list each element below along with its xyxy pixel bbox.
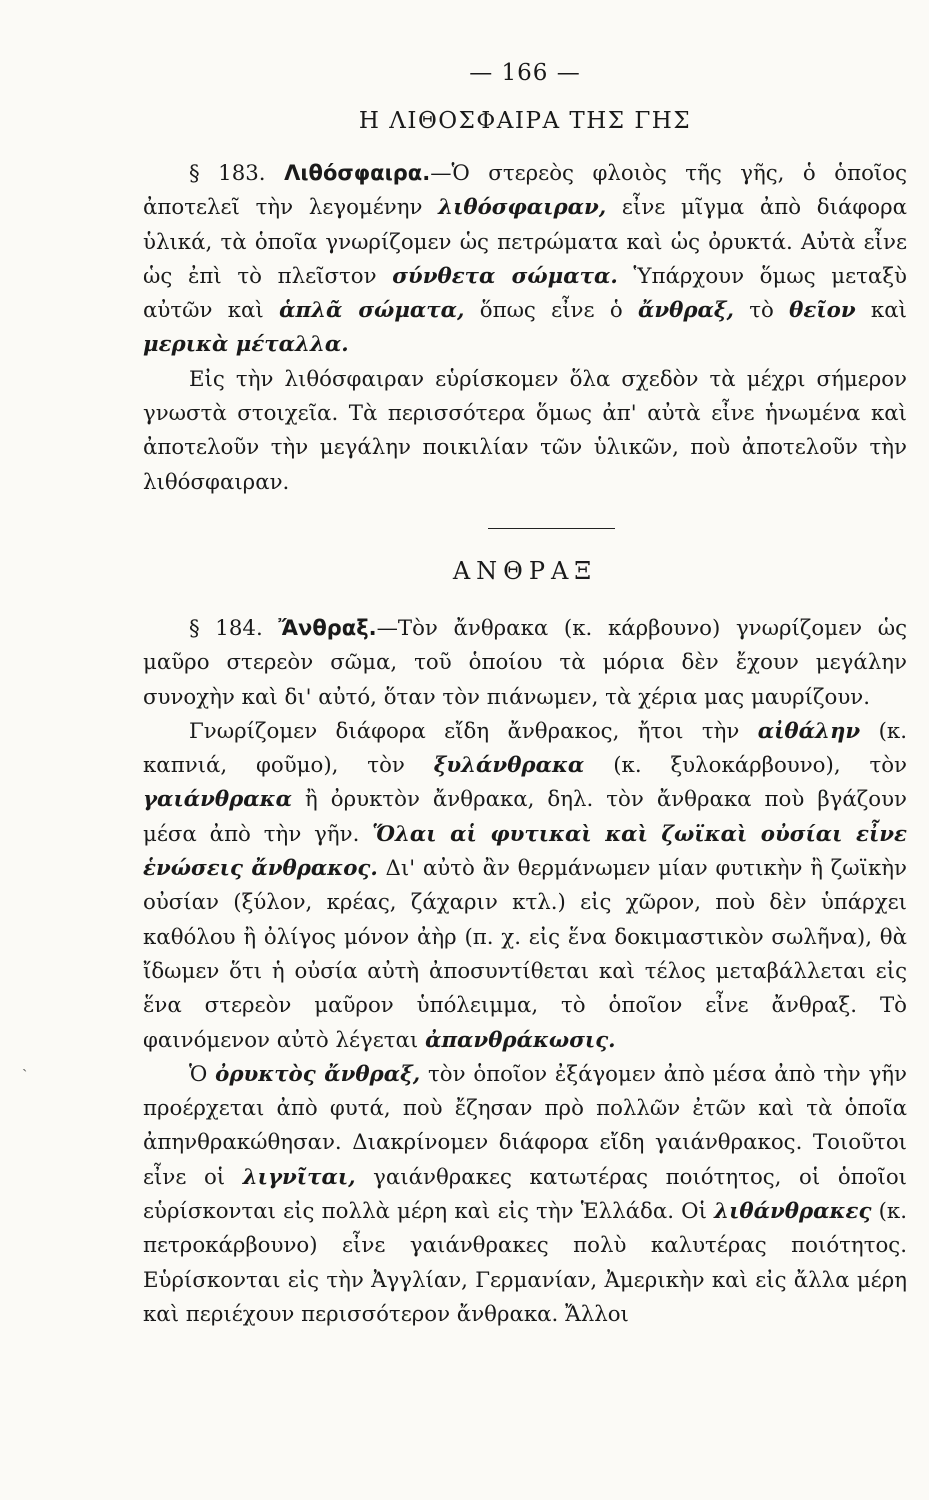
margin-speck: ˴ — [22, 1058, 28, 1077]
book-page — [143, 60, 907, 1332]
chapter-title: ΑΝΘΡΑΞ — [452, 556, 598, 585]
section-184-paragraph-3: Ὁ ὀρυκτὸς ἄνθραξ, τὸν ὁποῖον ἐξάγομεν ἀπὸ μέσα ἀπὸ τὴν γῆν προέρχεται ἀπὸ φυτά, ποὺ ἔζησαν πρὸ πολλῶν ἐτῶν καὶ τὰ ὁποῖα ἀπηνθρακώθησαν. Διακρίνομεν διάφορα εἴδη γαιάνθρακος. Τοιοῦτοι εἶνε οἱ λιγνῖται, γαιάνθρακες κατωτέρας ποιότητος, οἱ ὁποῖοι εὑρίσκονται εἰς πολλὰ μέρη καὶ εἰς τὴν Ἑλλάδα. Οἱ λιθάνθρακες (κ. πετροκάρβουνο) εἶνε γαιάνθρακες πολὺ καλυτέρας ποιότητος. Εὑρίσκονται εἰς τὴν Ἀγγλίαν, Γερμανίαν, Ἀμερικὴν καὶ εἰς ἄλλα μέρη καὶ περιέχουν περισσότερον ἄνθρακα. Ἄλλοι — [143, 1061, 907, 1327]
section-number: § 183. — [189, 161, 266, 186]
emphasis-term: λιθόσφαιραν, — [438, 195, 607, 221]
section-title: Λιθόσφαιρα. — [284, 161, 431, 185]
emphasis-term: γαιάνθρακα — [143, 787, 293, 813]
emphasis-term: σύνθετα σώματα. — [392, 263, 618, 289]
section-183-paragraph-2: Εἰς τὴν λιθόσφαιραν εὑρίσκομεν ὅλα σχεδὸν τὰ μέχρι σήμερον γνωστὰ στοιχεῖα. Τὰ περισσότερα ὅμως ἀπ' αὐτὰ εἶνε ἡνωμένα καὶ ἀποτελοῦν τὴν μεγάλην ποικιλίαν τῶν ὑλικῶν, ποὺ ἀποτελοῦν τὴν λιθόσφαιραν. — [143, 366, 907, 495]
section-title: Ἄνθραξ. — [278, 615, 377, 640]
emphasis-term: ἄνθραξ, — [637, 298, 734, 324]
emphasis-term: ἁπλᾶ σώματα, — [279, 298, 465, 324]
emphasis-term: ὀρυκτὸς ἄνθραξ, — [215, 1061, 421, 1087]
section-number: § 184. — [189, 615, 263, 641]
emphasis-term: λιγνῖται, — [242, 1164, 356, 1190]
section-184-paragraph: § 184. Ἄνθραξ.—Τὸν ἄνθρακα (κ. κάρβουνο) γνωρίζομεν ὡς μαῦρο στερεὸν σῶμα, τοῦ ὁποίου τὰ μόρια δὲν ἔχουν μεγάλην συνοχὴν καὶ δι' αὐτό, ὅταν τὸν πιάνωμεν, τὰ χέρια μας μαυρίζουν. — [143, 615, 907, 710]
page-number: — 166 — — [469, 60, 581, 86]
emphasis-term: ἀπανθράκωσις. — [425, 1027, 616, 1053]
emphasis-sentence: Ὅλαι αἱ φυτικαὶ καὶ ζωϊκαὶ οὐσίαι εἶνε ἑνώσεις ἄνθρακος. — [143, 821, 907, 882]
section-183-paragraph: § 183. Λιθόσφαιρα.—Ὁ στερεὸς φλοιὸς τῆς γῆς, ὁ ὁποῖος ἀποτελεῖ τὴν λεγομένην λιθόσφαιραν, εἶνε μῖγμα ἀπὸ διάφορα ὑλικά, τὰ ὁποῖα γνωρίζομεν ὡς πετρώματα καὶ ὡς ὀρυκτά. Αὐτὰ εἶνε ὡς ἐπὶ τὸ πλεῖστον σύνθετα σώματα. Ὑπάρχουν ὅμως μεταξὺ αὐτῶν καὶ ἁπλᾶ σώματα, ὅπως εἶνε ὁ ἄνθραξ, τὸ θεῖον καὶ μερικὰ μέταλλα. — [143, 161, 907, 358]
emphasis-term: θεῖον — [789, 298, 856, 324]
emphasis-term: αἰθάλην — [757, 718, 861, 744]
emphasis-term: μερικὰ μέταλλα. — [143, 332, 349, 358]
running-title: Η ΛΙΘΟΣΦΑΙΡΑ ΤΗΣ ΓΗΣ — [358, 108, 692, 134]
emphasis-term: λιθάνθρακες — [714, 1199, 872, 1225]
emphasis-term: ξυλάνθρακα — [433, 753, 585, 779]
section-184-paragraph-2: Γνωρίζομεν διάφορα εἴδη ἄνθρακος, ἤτοι τὴν αἰθάλην (κ. καπνιά, φοῦμο), τὸν ξυλάνθρακα (κ. ξυλοκάρβουνο), τὸν γαιάνθρακα ἢ ὀρυκτὸν ἄνθρακα, δηλ. τὸν ἄνθρακα ποὺ βγάζουν μέσα ἀπὸ τὴν γῆν. Ὅλαι αἱ φυτικαὶ καὶ ζωϊκαὶ οὐσίαι εἶνε ἑνώσεις ἄνθρακος. Δι' αὐτὸ ἂν θερμάνωμεν μίαν φυτικὴν ἢ ζωϊκὴν οὐσίαν (ξύλον, κρέας, ζάχαριν κτλ.) εἰς χῶρον, ποὺ δὲν ὑπάρχει καθόλου ἢ ὀλίγος μόνον ἀὴρ (π. χ. εἰς ἕνα δοκιμαστικὸν σωλῆνα), θὰ ἴδωμεν ὅτι ἡ οὐσία αὐτὴ ἀποσυντίθεται καὶ τέλος μεταβάλλεται εἰς ἕνα στερεὸν μαῦρον ὑπόλειμμα, τὸ ὁποῖον εἶνε ἄνθραξ. Τὸ φαινόμενον αὐτὸ λέγεται ἀπανθράκωσις. — [143, 718, 908, 1053]
section-divider — [488, 528, 615, 529]
